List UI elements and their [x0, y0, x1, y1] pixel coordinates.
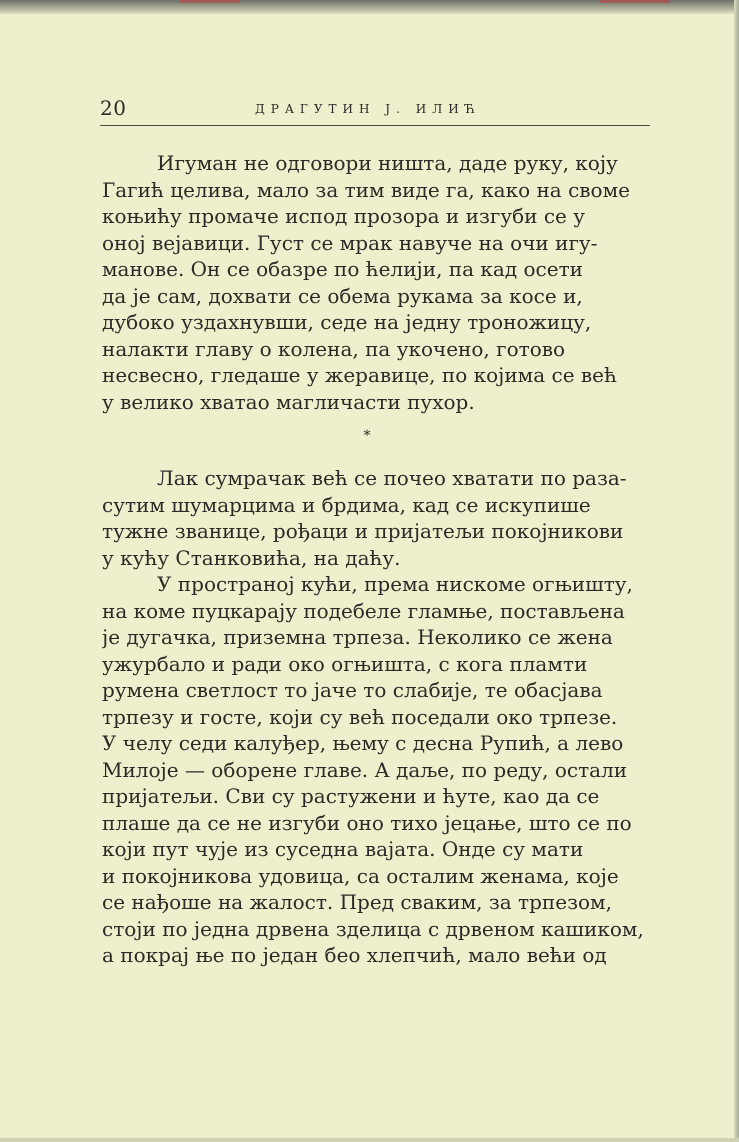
text-line: на коме пуцкарају подебеле гламње, постављена: [102, 598, 625, 623]
paragraph-2: [102, 465, 652, 571]
text-line: коњићу промаче испод прозора и изгуби се у: [102, 204, 585, 228]
text-line: а покрај ње по један беo хлепчић, мало већи од: [102, 943, 607, 967]
page-right-edge: [734, 0, 739, 1142]
text-line: дубоко уздахнувши, седе на једну троножицу,: [102, 310, 592, 334]
text-line: Лак сумрачак већ се почео хватати по раза-: [157, 466, 627, 490]
paragraph-1: [102, 150, 652, 415]
text-line: се нађоше на жалост. Пред сваким, за трпезом,: [102, 890, 612, 914]
page-number: 20: [100, 96, 127, 120]
text-line: стоји по једна дрвена зделица с дрвеном кашиком,: [102, 916, 644, 941]
text-line: плаше да се не изгуби оно тихо јецање, што се по: [102, 810, 632, 835]
text-line: и покојникова удовица, са осталим женама, које: [102, 863, 619, 888]
page-bottom-edge: [0, 1138, 739, 1142]
header-rule: [100, 125, 650, 126]
running-head: ДРАГУТИН Ј. ИЛИЋ: [255, 102, 482, 116]
text-line: манове. Он се обазре по ћелији, па кад осети: [102, 257, 583, 281]
text-line: Гагић целива, мало за тим виде га, како на своме: [102, 177, 630, 202]
text-line: несвесно, гледаше у жеравице, по којима се већ: [102, 363, 617, 387]
text-line: сутим шумарцима и брдима, кад се искупише: [102, 492, 591, 517]
text-line: румена светлост то јаче то слабије, те обасјава: [102, 678, 603, 702]
page-header: [100, 96, 650, 126]
text-line: у велико хватао магличасти пухор.: [102, 389, 475, 414]
text-line: трпезу и госте, који су већ поседали око трпезе.: [102, 704, 618, 729]
text-line: ужурбало и ради око огњишта, с кога пламти: [102, 651, 588, 676]
body-text: [102, 150, 652, 969]
text-line: тужне званице, рођаци и пријатељи покојникови: [102, 519, 624, 543]
text-line: оној вејавици. Густ се мрак навуче на очи игу-: [102, 230, 598, 255]
page-edge-mark: [600, 0, 670, 3]
text-line: у кућу Станковића, на даћу.: [102, 545, 401, 570]
text-line: Милоје — оборене главе. А даље, по реду, остали: [102, 757, 628, 782]
text-line: који пут чује из суседна вајата. Онде су мати: [102, 837, 584, 861]
text-line: Игуман не одговори ништа, даде руку, коју: [157, 151, 618, 175]
text-line: У пространој кући, према нискоме огњишту,: [157, 572, 633, 596]
paragraph-3: [102, 571, 652, 969]
page-edge-mark: [180, 0, 240, 3]
text-line: У челу седи калуђер, њему с десна Рупић, а лево: [102, 731, 624, 755]
section-separator: *: [363, 428, 371, 444]
text-line: да је сам, дохвати се обема рукама за косе и,: [102, 283, 583, 308]
text-line: је дугачка, приземна трпеза. Неколико се жена: [102, 625, 613, 649]
text-line: пријатељи. Сви су растужени и ћуте, као да се: [102, 784, 600, 808]
text-line: налакти главу о колена, па укочено, готово: [102, 336, 566, 361]
